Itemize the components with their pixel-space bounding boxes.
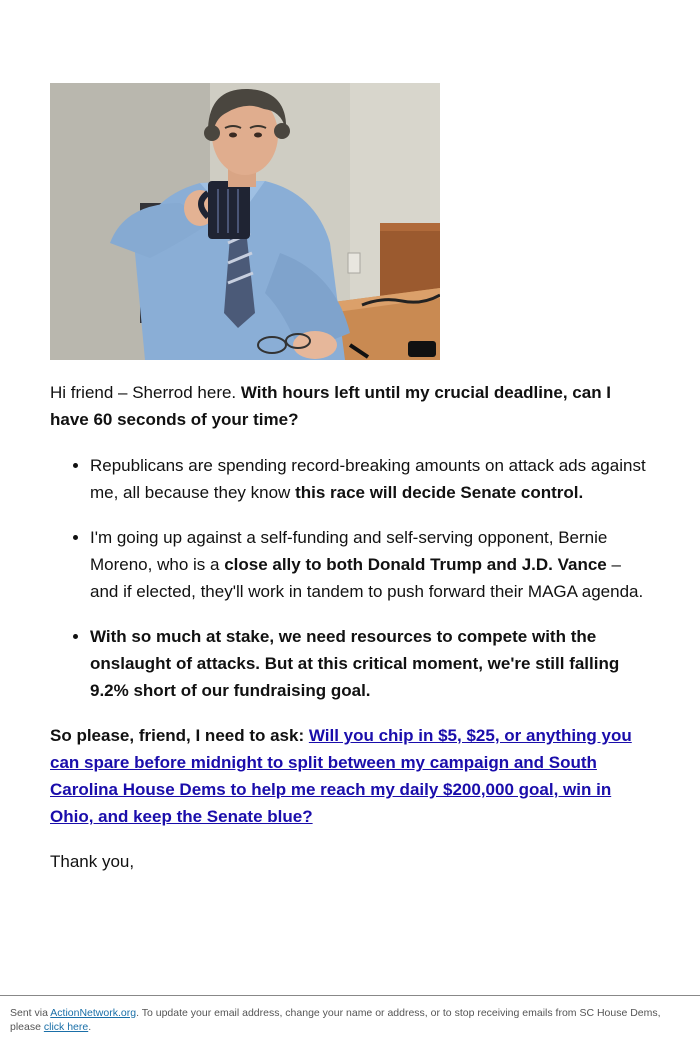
actionnetwork-link[interactable]: ActionNetwork.org bbox=[50, 1007, 137, 1019]
unsubscribe-link[interactable]: click here bbox=[43, 1021, 89, 1033]
intro-question: With hours left until my crucial deadline, can I have 60 seconds of your time? bbox=[50, 383, 612, 429]
intro-paragraph bbox=[50, 379, 650, 433]
intro-greeting: Hi friend – Sherrod here. bbox=[50, 383, 241, 402]
ask-lead: So please, friend, I need to ask: bbox=[50, 726, 309, 745]
bullet-text: Republicans are spending record-breaking amounts on attack ads against me, all because they know bbox=[90, 456, 646, 502]
hero-photo bbox=[50, 83, 440, 360]
bullet-text: – and if elected, they'll work in tandem to push forward their MAGA agenda. bbox=[90, 555, 644, 601]
list-item bbox=[90, 452, 650, 506]
footer-text: . To update your email address, change your name or address, or to stop receiving emails from SC House Dems, please bbox=[10, 1007, 661, 1033]
bullet-list bbox=[50, 452, 650, 704]
bullet-emphasis: this race will decide Senate control. bbox=[295, 483, 584, 502]
footer-text: Sent via bbox=[10, 1007, 51, 1019]
bullet-emphasis: With so much at stake, we need resources to compete with the onslaught of attacks. But at this critical moment, we're still falling 9.2% short of our fundraising goal. bbox=[90, 627, 620, 700]
list-item bbox=[90, 623, 650, 704]
email-footer bbox=[0, 995, 700, 1064]
email-body bbox=[50, 83, 650, 875]
list-item bbox=[90, 524, 650, 605]
donation-ask-paragraph bbox=[50, 722, 650, 830]
footer-text: . bbox=[88, 1021, 92, 1033]
donate-link[interactable]: Will you chip in $5, $25, or anything you can spare before midnight to split between my campaign and South Carolina House Dems to help me reach my daily $200,000 goal, win in Ohio, and keep the Senate blue? bbox=[50, 726, 632, 826]
signoff: Thank you, bbox=[50, 852, 135, 871]
bullet-emphasis: close ally to both Donald Trump and J.D. Vance bbox=[224, 555, 607, 574]
bullet-text: I'm going up against a self-funding and self-serving opponent, Bernie Moreno, who is a bbox=[90, 528, 608, 574]
